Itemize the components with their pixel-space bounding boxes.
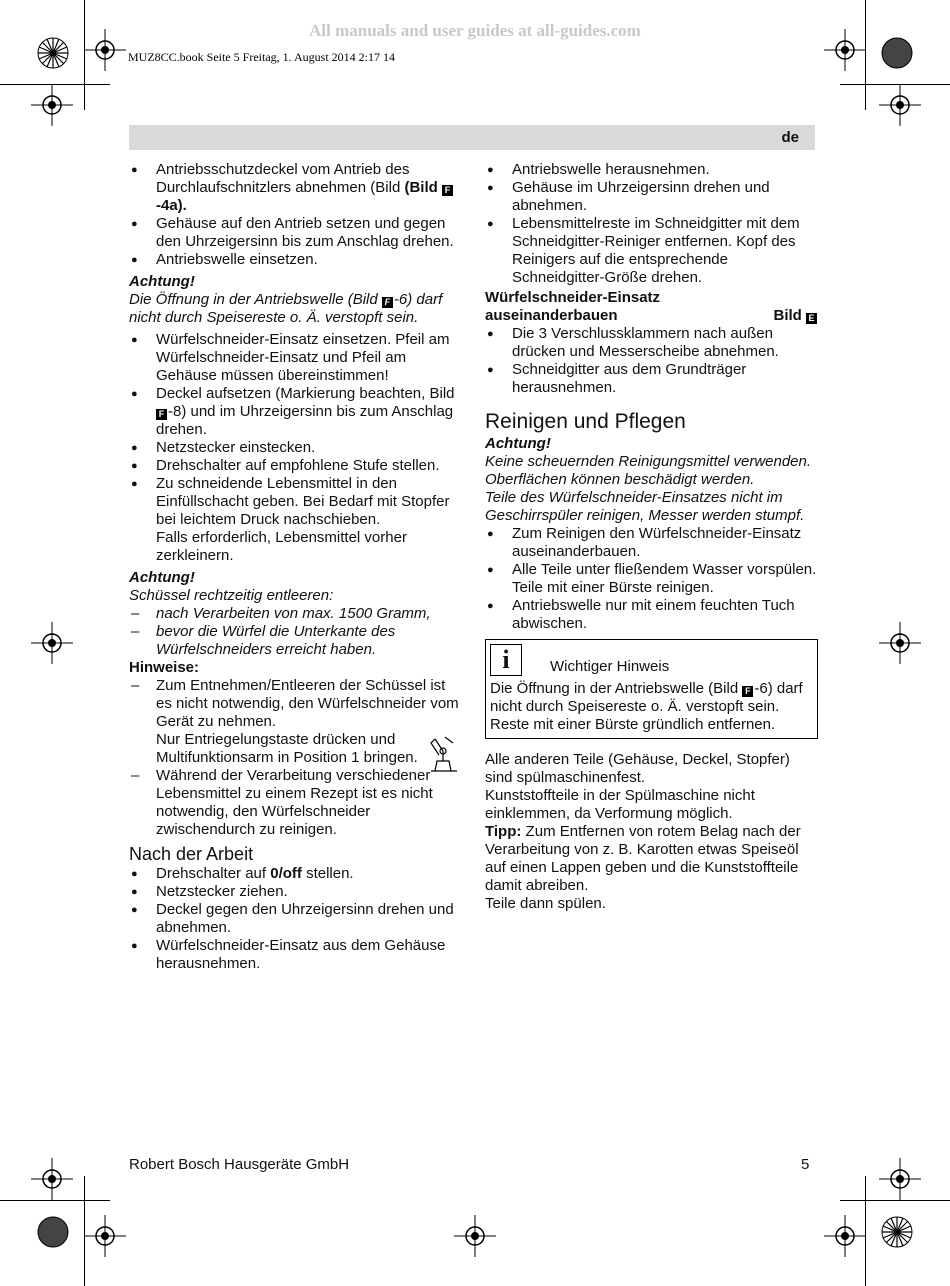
dash-item: – Während der Verarbeitung verschiedener Lebensmittel zu einem Rezept ist es nicht notwendig, den Würfelschneider zwischendurch zu reinigen. <box>129 767 461 839</box>
registration-target-icon <box>454 1215 496 1257</box>
info-box-title: Wichtiger Hinweis <box>550 658 670 675</box>
registration-target-icon <box>84 1215 126 1257</box>
list-item: ● Netzstecker einstecken. <box>129 439 461 457</box>
language-code: de <box>781 129 799 146</box>
list-item: ● Alle Teile unter fließendem Wasser vorspülen. Teile mit einer Bürste reinigen. <box>485 561 818 597</box>
registration-target-icon <box>824 29 866 71</box>
warning-text: Teile des Würfelschneider-Einsatzes nicht im Geschirrspüler reinigen, Messer werden stumpf. <box>485 489 805 524</box>
left-column <box>129 161 461 973</box>
list-item: ● Deckel gegen den Uhrzeigersinn drehen und abnehmen. <box>129 901 461 937</box>
list-item: ● Lebensmittelreste im Schneidgitter mit dem Schneidgitter-Reiniger entfernen. Kopf des Reinigers auf die entsprechende Schneidgitter-Größe drehen. <box>485 215 818 287</box>
list-item: ● Deckel aufsetzen (Markierung beachten, Bild F -8) und im Uhrzeigersinn bis zum Anschlag drehen. <box>129 385 461 439</box>
dark-dot-icon <box>881 37 913 69</box>
list-item: ● Netzstecker ziehen. <box>129 883 461 901</box>
dash-item-note: Nur Entriegelungstaste drücken und Multifunktionsarm in Position 1 bringen. <box>129 731 461 767</box>
subsection-heading: Würfelschneider-Einsatz <box>485 289 661 306</box>
figure-f-icon: F <box>742 686 753 697</box>
color-wheel-icon <box>37 37 69 69</box>
figure-e-icon: E <box>806 313 817 324</box>
paragraph: Kunststoffteile in der Spülmaschine nicht einklemmen, da Verformung möglich. <box>485 787 755 822</box>
notes-heading: Hinweise: <box>129 659 200 676</box>
warning-text: Schüssel rechtzeitig entleeren: <box>129 587 334 604</box>
list-item-note: Falls erforderlich, Lebensmittel vorher zerkleinern. <box>156 529 407 564</box>
right-column <box>485 161 818 913</box>
list-item: ● Antriebsschutzdeckel vom Antrieb des Durchlaufschnitzlers abnehmen (Bild (Bild F-4a). <box>129 161 461 215</box>
info-box <box>485 639 818 739</box>
list-item: ● Drehschalter auf 0/off stellen. <box>129 865 461 883</box>
list-item: ● Zum Reinigen den Würfelschneider-Einsatz auseinanderbauen. <box>485 525 818 561</box>
section-heading: Reinigen und Pflegen <box>485 410 686 433</box>
info-box-text: Die Öffnung in der Antriebswelle (Bild F -6) darf nicht durch Speisereste o. Ä. verstopft sein. Reste mit einer Bürste gründlich entfernen. <box>490 680 803 733</box>
footer-company: Robert Bosch Hausgeräte GmbH <box>129 1156 350 1173</box>
paragraph: Tipp: Zum Entfernen von rotem Belag nach der Verarbeitung von z. B. Karotten etwas Speiseöl auf einen Lappen geben und die Kunststoffteile damit abreiben. <box>485 823 801 894</box>
dash-item: – nach Verarbeiten von max. 1500 Gramm, <box>129 605 461 623</box>
warning-heading: Achtung! <box>129 273 195 290</box>
dark-dot-icon <box>37 1216 69 1248</box>
info-box-header <box>490 644 813 676</box>
list-item: ● Würfelschneider-Einsatz aus dem Gehäuse herausnehmen. <box>129 937 461 973</box>
registration-target-icon <box>84 29 126 71</box>
dash-item: – bevor die Würfel die Unterkante des Würfelschneiders erreicht haben. <box>129 623 461 659</box>
list-item: ● Antriebswelle herausnehmen. <box>485 161 818 179</box>
list-item: ● Drehschalter auf empfohlene Stufe stellen. <box>129 457 461 475</box>
list-item: ● Gehäuse auf den Antrieb setzen und gegen den Uhrzeigersinn bis zum Anschlag drehen. <box>129 215 461 251</box>
list-item: ● Gehäuse im Uhrzeigersinn drehen und abnehmen. <box>485 179 818 215</box>
registration-target-icon <box>879 84 921 126</box>
crop-mark <box>840 1200 950 1201</box>
warning-heading: Achtung! <box>485 435 551 452</box>
list-item: ● Antriebswelle einsetzen. <box>129 251 461 269</box>
paragraph: Alle anderen Teile (Gehäuse, Deckel, Stopfer) sind spülmaschinenfest. <box>485 751 790 786</box>
book-info-line: MUZ8CC.book Seite 5 Freitag, 1. August 2014 2:17 14 <box>128 50 395 64</box>
registration-target-icon <box>31 622 73 664</box>
registration-target-icon <box>879 622 921 664</box>
list-item: ● Die 3 Verschlussklammern nach außen drücken und Messerscheibe abnehmen. <box>485 325 818 361</box>
color-wheel-icon <box>881 1216 913 1248</box>
paragraph: Teile dann spülen. <box>485 895 606 912</box>
header-bar <box>129 125 815 150</box>
watermark: All manuals and user guides at all-guides.com <box>309 21 641 40</box>
page-number: 5 <box>801 1156 810 1173</box>
warning-text: Keine scheuernden Reinigungsmittel verwenden. Oberflächen können beschädigt werden. <box>485 453 812 488</box>
list-item: ● Antriebswelle nur mit einem feuchten Tuch abwischen. <box>485 597 818 633</box>
registration-target-icon <box>31 84 73 126</box>
list-item: ● Schneidgitter aus dem Grundträger herausnehmen. <box>485 361 818 397</box>
list-item: ● Würfelschneider-Einsatz einsetzen. Pfeil am Würfelschneider-Einsatz und Pfeil am Gehäuse müssen übereinstimmen! <box>129 331 461 385</box>
subsection-heading-row: auseinanderbauen Bild E <box>485 307 818 325</box>
warning-text: Die Öffnung in der Antriebswelle (Bild F -6) darf nicht durch Speisereste o. Ä. verstopft sein. <box>129 291 443 326</box>
figure-f-icon: F <box>156 409 167 420</box>
info-icon: i <box>490 644 522 676</box>
list-item: ● Zu schneidende Lebensmittel in den Einfüllschacht geben. Bei Bedarf mit Stopfer bei leichtem Druck nachschieben. <box>129 475 461 529</box>
figure-f-icon: F <box>442 185 453 196</box>
section-heading: Nach der Arbeit <box>129 844 254 864</box>
registration-target-icon <box>31 1158 73 1200</box>
dash-item: – Zum Entnehmen/Entleeren der Schüssel ist es nicht notwendig, den Würfelschneider vom Gerät zu nehmen. <box>129 677 461 731</box>
crop-mark <box>0 1200 110 1201</box>
figure-f-icon: F <box>382 297 393 308</box>
registration-target-icon <box>879 1158 921 1200</box>
warning-heading: Achtung! <box>129 569 195 586</box>
registration-target-icon <box>824 1215 866 1257</box>
